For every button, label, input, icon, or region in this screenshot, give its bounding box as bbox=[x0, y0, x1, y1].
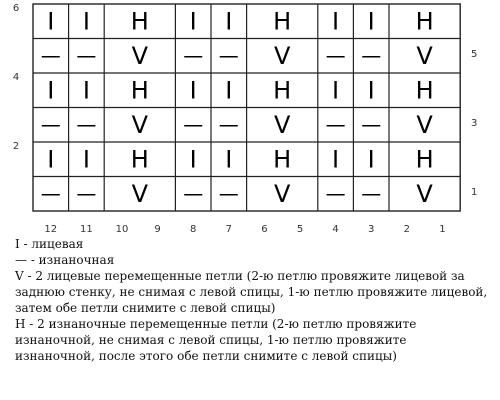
column-number: 4 bbox=[332, 224, 339, 235]
stitch-symbol: — bbox=[361, 112, 382, 137]
stitch-symbol: H bbox=[130, 76, 149, 105]
stitch-symbol: H bbox=[273, 145, 292, 174]
stitch-symbol: — bbox=[40, 112, 61, 137]
stitch-symbol: — bbox=[40, 43, 61, 68]
stitch-symbol: — bbox=[40, 181, 61, 206]
stitch-symbol: — bbox=[325, 112, 346, 137]
stitch-symbol: I bbox=[189, 7, 197, 36]
stitch-symbol: — bbox=[361, 43, 382, 68]
stitch-symbol: V bbox=[131, 110, 149, 139]
stitch-symbol: — bbox=[183, 112, 204, 137]
stitch-symbol: — bbox=[76, 112, 97, 137]
stitch-symbol: V bbox=[273, 179, 291, 208]
stitch-symbol: H bbox=[130, 145, 149, 174]
stitch-symbol: I bbox=[82, 7, 90, 36]
stitch-symbol: V bbox=[131, 41, 149, 70]
row-number-right: 3 bbox=[471, 117, 478, 129]
stitch-symbol: I bbox=[225, 145, 233, 174]
stitch-symbol: I bbox=[367, 76, 375, 105]
stitch-symbol: I bbox=[47, 145, 55, 174]
stitch-symbol: H bbox=[415, 7, 434, 36]
stitch-symbol: I bbox=[225, 7, 233, 36]
stitch-symbol: H bbox=[273, 7, 292, 36]
column-number: 3 bbox=[368, 224, 375, 235]
row-number-left: 6 bbox=[12, 3, 20, 14]
stitch-symbol: — bbox=[361, 181, 382, 206]
stitch-symbol: V bbox=[273, 110, 291, 139]
column-number: 2 bbox=[403, 224, 410, 235]
stitch-symbol: H bbox=[130, 7, 149, 36]
stitch-symbol: — bbox=[218, 181, 239, 206]
legend-knit-stitch: I - лицевая bbox=[15, 237, 84, 251]
stitch-symbol: I bbox=[189, 76, 197, 105]
stitch-symbol: V bbox=[416, 41, 433, 70]
stitch-symbol: — bbox=[218, 43, 239, 68]
stitch-symbol: — bbox=[76, 181, 97, 206]
column-number: 11 bbox=[80, 224, 93, 235]
legend-knit-cross: V - 2 лицевые перемещенные петли (2-ю петлю провяжите лицевой за заднюю стенку, не снимая с левой спицы, 1-ю петлю провяжите лицевой, затем обе петли снимите с левой спицы) bbox=[15, 269, 488, 315]
stitch-symbol: — bbox=[325, 181, 346, 206]
stitch-symbol: I bbox=[332, 145, 340, 174]
column-number: 7 bbox=[225, 224, 232, 235]
stitch-symbol: I bbox=[367, 7, 375, 36]
stitch-symbol: — bbox=[183, 43, 204, 68]
row-number-left: 4 bbox=[12, 72, 20, 83]
stitch-symbol: I bbox=[82, 76, 90, 105]
stitch-symbol: H bbox=[415, 145, 434, 174]
stitch-symbol: I bbox=[47, 7, 55, 36]
stitch-symbol: H bbox=[273, 76, 292, 105]
chart-legend bbox=[15, 236, 490, 364]
column-number: 10 bbox=[115, 224, 129, 235]
column-number: 5 bbox=[296, 224, 304, 235]
stitch-symbol: V bbox=[273, 41, 291, 70]
stitch-symbol: I bbox=[332, 76, 340, 105]
stitch-symbol: — bbox=[218, 112, 239, 137]
stitch-symbol: — bbox=[325, 43, 346, 68]
stitch-symbol: I bbox=[189, 145, 197, 174]
legend-purl-cross: Н - 2 изнаночные перемещенные петли (2-ю петлю провяжите изнаночной, не снимая с левой спицы, 1-ю петлю провяжите изнаночной, после этого обе петли снимите с левой спицы) bbox=[15, 317, 417, 363]
stitch-symbol: I bbox=[225, 76, 233, 105]
stitch-symbol: I bbox=[332, 7, 340, 36]
stitch-symbol: V bbox=[416, 179, 433, 208]
stitch-symbol: V bbox=[416, 110, 433, 139]
column-number: 9 bbox=[154, 224, 161, 235]
column-number: 8 bbox=[190, 224, 197, 235]
stitch-symbol: I bbox=[47, 76, 55, 105]
stitch-symbol: I bbox=[82, 145, 90, 174]
row-number-right: 5 bbox=[471, 48, 478, 60]
row-number-left: 2 bbox=[12, 141, 20, 152]
column-number: 12 bbox=[44, 224, 58, 235]
stitch-symbol: I bbox=[367, 145, 375, 174]
column-number: 1 bbox=[439, 224, 446, 235]
stitch-symbol: V bbox=[131, 179, 149, 208]
stitch-symbol: — bbox=[183, 181, 204, 206]
stitch-symbol: — bbox=[76, 43, 97, 68]
stitch-symbol: H bbox=[415, 76, 434, 105]
legend-purl-stitch: — - изнаночная bbox=[15, 253, 115, 267]
row-number-right: 1 bbox=[471, 186, 478, 198]
column-number: 6 bbox=[261, 224, 268, 235]
